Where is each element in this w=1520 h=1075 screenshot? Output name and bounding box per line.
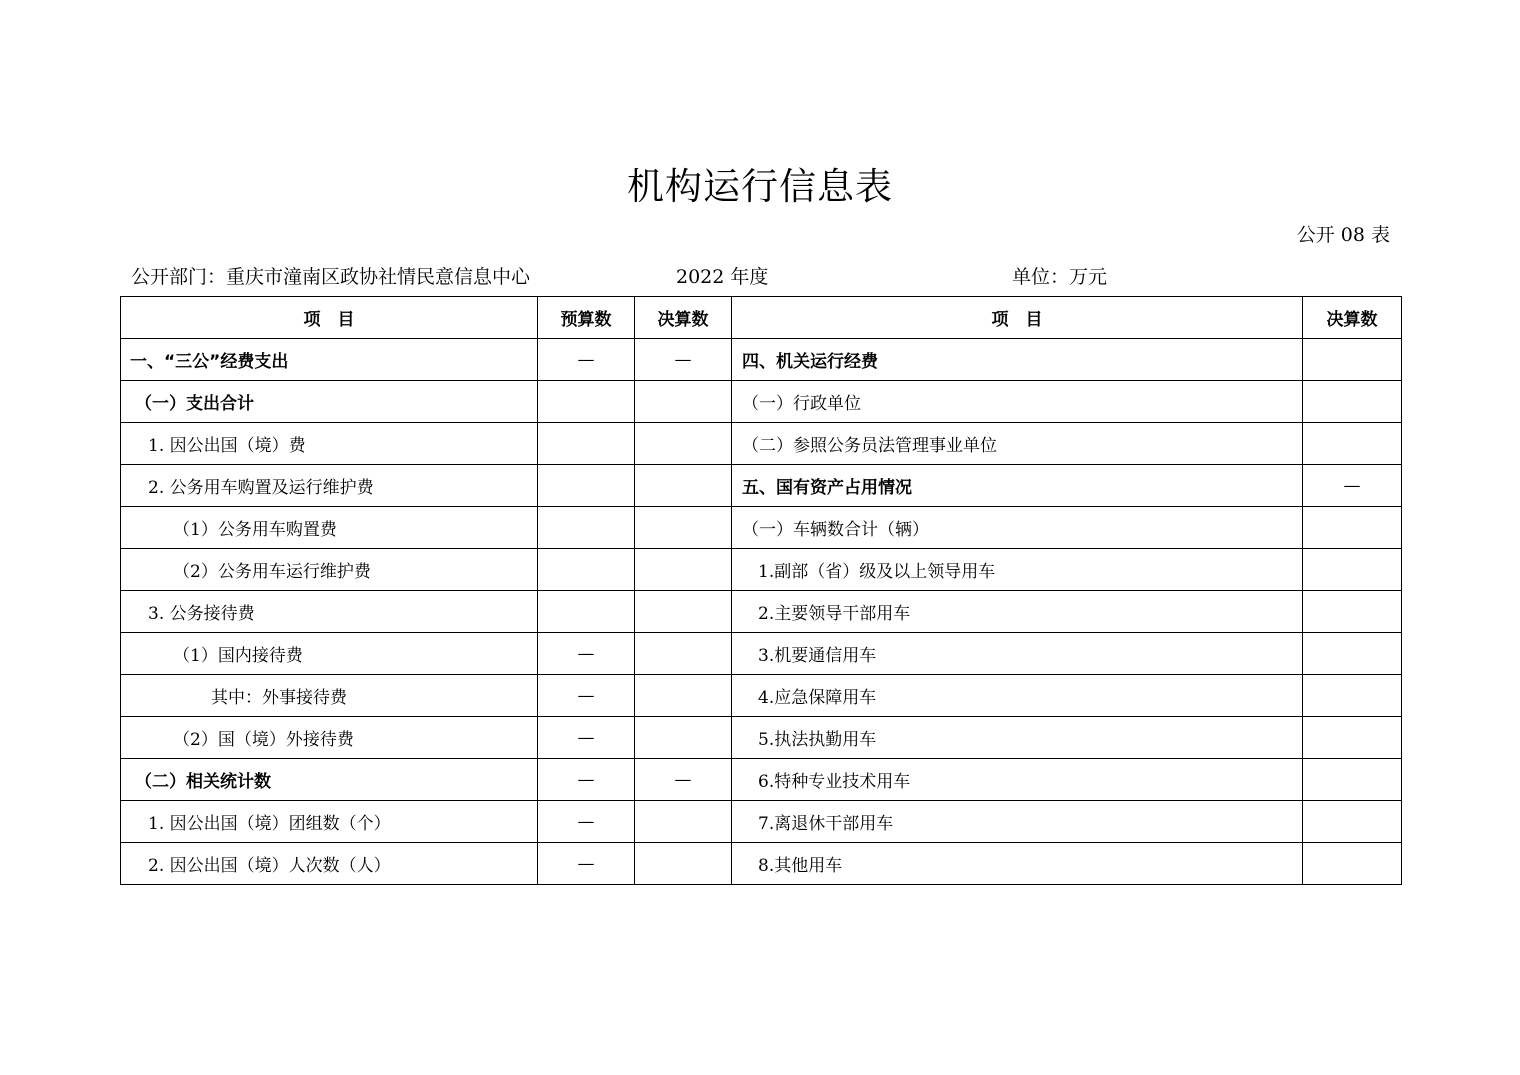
row-final-right <box>1303 675 1402 717</box>
row-item-left: 1. 因公出国（境）团组数（个） <box>121 801 538 843</box>
row-final <box>635 633 732 675</box>
row-budget: — <box>538 843 635 885</box>
row-final <box>635 843 732 885</box>
row-final-right: — <box>1303 465 1402 507</box>
row-item-right: 5.执法执勤用车 <box>732 717 1303 759</box>
row-final <box>635 465 732 507</box>
row-final <box>635 381 732 423</box>
row-budget <box>538 381 635 423</box>
department-label: 公开部门：重庆市潼南区政协社情民意信息中心 <box>131 266 531 288</box>
row-item-left: 2. 因公出国（境）人次数（人） <box>121 843 538 885</box>
row-item-left: 其中：外事接待费 <box>121 675 538 717</box>
row-item-right: 2.主要领导干部用车 <box>732 591 1303 633</box>
row-final: — <box>635 759 732 801</box>
table-row <box>121 381 1402 423</box>
table-row <box>121 423 1402 465</box>
row-item-right: 6.特种专业技术用车 <box>732 759 1303 801</box>
row-budget <box>538 465 635 507</box>
header-item-right: 项 目 <box>732 297 1303 339</box>
unit-label: 单位：万元 <box>1012 266 1108 288</box>
row-final-right <box>1303 423 1402 465</box>
row-final <box>635 801 732 843</box>
table-row <box>121 717 1402 759</box>
row-item-right: （一）车辆数合计（辆） <box>732 507 1303 549</box>
row-final-right <box>1303 549 1402 591</box>
row-item-right: 四、机关运行经费 <box>732 339 1303 381</box>
table-row <box>121 843 1402 885</box>
form-number: 公开 08 表 <box>1296 224 1390 246</box>
row-final-right <box>1303 759 1402 801</box>
row-final-right <box>1303 633 1402 675</box>
table-header-row <box>121 297 1402 339</box>
table-row <box>121 549 1402 591</box>
row-final: — <box>635 339 732 381</box>
row-item-left: （2）国（境）外接待费 <box>121 717 538 759</box>
row-item-right: 五、国有资产占用情况 <box>732 465 1303 507</box>
row-final-right <box>1303 339 1402 381</box>
row-budget: — <box>538 339 635 381</box>
row-budget: — <box>538 717 635 759</box>
header-final: 决算数 <box>635 297 732 339</box>
row-budget: — <box>538 801 635 843</box>
table-row <box>121 465 1402 507</box>
table-row <box>121 759 1402 801</box>
row-item-right: （二）参照公务员法管理事业单位 <box>732 423 1303 465</box>
year-label: 2022 年度 <box>676 266 769 288</box>
header-budget: 预算数 <box>538 297 635 339</box>
row-item-right: （一）行政单位 <box>732 381 1303 423</box>
info-table <box>120 296 1402 885</box>
row-budget <box>538 591 635 633</box>
table-row <box>121 675 1402 717</box>
row-item-left: 3. 公务接待费 <box>121 591 538 633</box>
row-final-right <box>1303 843 1402 885</box>
row-item-right: 3.机要通信用车 <box>732 633 1303 675</box>
header-item-left: 项 目 <box>121 297 538 339</box>
table-row <box>121 633 1402 675</box>
row-final <box>635 591 732 633</box>
row-item-right: 7.离退休干部用车 <box>732 801 1303 843</box>
row-budget <box>538 549 635 591</box>
row-item-left: 1. 因公出国（境）费 <box>121 423 538 465</box>
row-budget <box>538 423 635 465</box>
row-item-left: （一）支出合计 <box>121 381 538 423</box>
row-final <box>635 549 732 591</box>
row-final-right <box>1303 591 1402 633</box>
row-item-right: 1.副部（省）级及以上领导用车 <box>732 549 1303 591</box>
row-final-right <box>1303 381 1402 423</box>
table-row <box>121 507 1402 549</box>
row-budget: — <box>538 675 635 717</box>
table-row <box>121 339 1402 381</box>
page-title: 机构运行信息表 <box>627 165 893 208</box>
row-item-left: （1）公务用车购置费 <box>121 507 538 549</box>
table-row <box>121 591 1402 633</box>
row-item-left: 一、“三公”经费支出 <box>121 339 538 381</box>
header-final-right: 决算数 <box>1303 297 1402 339</box>
row-item-right: 8.其他用车 <box>732 843 1303 885</box>
row-item-left: （1）国内接待费 <box>121 633 538 675</box>
row-final-right <box>1303 801 1402 843</box>
row-item-left: （二）相关统计数 <box>121 759 538 801</box>
row-final <box>635 717 732 759</box>
table-row <box>121 801 1402 843</box>
row-budget: — <box>538 633 635 675</box>
row-final <box>635 675 732 717</box>
row-item-left: 2. 公务用车购置及运行维护费 <box>121 465 538 507</box>
row-budget: — <box>538 759 635 801</box>
row-final <box>635 423 732 465</box>
row-final-right <box>1303 717 1402 759</box>
row-item-left: （2）公务用车运行维护费 <box>121 549 538 591</box>
row-final-right <box>1303 507 1402 549</box>
row-final <box>635 507 732 549</box>
row-item-right: 4.应急保障用车 <box>732 675 1303 717</box>
row-budget <box>538 507 635 549</box>
